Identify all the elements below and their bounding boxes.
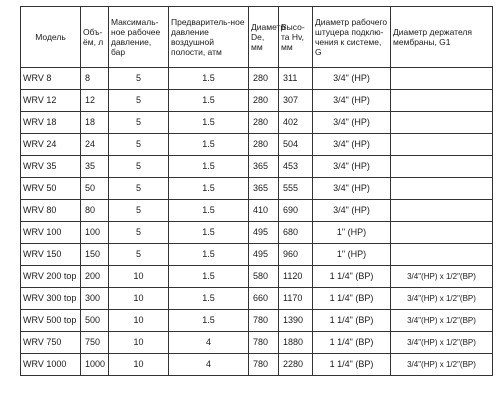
cell-connection: 3/4" (НР) bbox=[313, 156, 391, 178]
cell-connection: 3/4" (НР) bbox=[313, 134, 391, 156]
cell-diameter: 410 bbox=[249, 200, 279, 222]
cell-model: WRV 1000 bbox=[21, 354, 81, 376]
header-connection: Диаметр рабочего штуцера подклю-чения к системе, G bbox=[313, 7, 391, 68]
cell-model: WRV 300 top bbox=[21, 288, 81, 310]
cell-volume: 750 bbox=[81, 332, 109, 354]
cell-preload-pressure: 1.5 bbox=[169, 68, 249, 90]
cell-volume: 18 bbox=[81, 112, 109, 134]
cell-preload-pressure: 1.5 bbox=[169, 310, 249, 332]
cell-membrane-holder bbox=[391, 222, 493, 244]
cell-membrane-holder bbox=[391, 112, 493, 134]
cell-diameter: 280 bbox=[249, 134, 279, 156]
cell-max-pressure: 5 bbox=[109, 178, 169, 200]
table-row bbox=[21, 134, 493, 156]
cell-membrane-holder bbox=[391, 134, 493, 156]
cell-max-pressure: 10 bbox=[109, 310, 169, 332]
cell-volume: 35 bbox=[81, 156, 109, 178]
cell-max-pressure: 5 bbox=[109, 90, 169, 112]
cell-preload-pressure: 1.5 bbox=[169, 244, 249, 266]
cell-model: WRV 8 bbox=[21, 68, 81, 90]
cell-model: WRV 18 bbox=[21, 112, 81, 134]
header-preload-pressure: Предваритель-ное давление воздушной полости, атм bbox=[169, 7, 249, 68]
cell-height: 1880 bbox=[279, 332, 313, 354]
spec-table bbox=[20, 6, 493, 376]
cell-height: 555 bbox=[279, 178, 313, 200]
cell-volume: 50 bbox=[81, 178, 109, 200]
cell-height: 311 bbox=[279, 68, 313, 90]
table-row bbox=[21, 354, 493, 376]
cell-height: 680 bbox=[279, 222, 313, 244]
cell-connection: 3/4" (НР) bbox=[313, 200, 391, 222]
cell-preload-pressure: 1.5 bbox=[169, 134, 249, 156]
cell-volume: 80 bbox=[81, 200, 109, 222]
cell-model: WRV 50 bbox=[21, 178, 81, 200]
header-diameter: Диаметр De, мм bbox=[249, 7, 279, 68]
cell-connection: 3/4" (НР) bbox=[313, 68, 391, 90]
cell-max-pressure: 10 bbox=[109, 288, 169, 310]
cell-model: WRV 24 bbox=[21, 134, 81, 156]
cell-model: WRV 12 bbox=[21, 90, 81, 112]
cell-max-pressure: 5 bbox=[109, 222, 169, 244]
cell-max-pressure: 10 bbox=[109, 332, 169, 354]
cell-connection: 1 1/4" (ВР) bbox=[313, 288, 391, 310]
table-row bbox=[21, 68, 493, 90]
table-row bbox=[21, 156, 493, 178]
cell-connection: 1" (НР) bbox=[313, 222, 391, 244]
cell-volume: 300 bbox=[81, 288, 109, 310]
cell-membrane-holder: 3/4"(НР) x 1/2"(ВР) bbox=[391, 332, 493, 354]
cell-membrane-holder bbox=[391, 68, 493, 90]
header-max-pressure: Максималь-ное рабочее давление, бар bbox=[109, 7, 169, 68]
table-row bbox=[21, 90, 493, 112]
table-row bbox=[21, 200, 493, 222]
cell-model: WRV 500 top bbox=[21, 310, 81, 332]
cell-height: 504 bbox=[279, 134, 313, 156]
cell-height: 690 bbox=[279, 200, 313, 222]
cell-preload-pressure: 1.5 bbox=[169, 178, 249, 200]
cell-volume: 12 bbox=[81, 90, 109, 112]
table-row bbox=[21, 222, 493, 244]
cell-model: WRV 35 bbox=[21, 156, 81, 178]
cell-diameter: 365 bbox=[249, 156, 279, 178]
cell-height: 1390 bbox=[279, 310, 313, 332]
cell-connection: 1 1/4" (ВР) bbox=[313, 332, 391, 354]
table-row bbox=[21, 178, 493, 200]
cell-preload-pressure: 1.5 bbox=[169, 288, 249, 310]
header-row bbox=[21, 7, 493, 68]
cell-membrane-holder bbox=[391, 90, 493, 112]
cell-height: 402 bbox=[279, 112, 313, 134]
cell-max-pressure: 5 bbox=[109, 134, 169, 156]
table-row bbox=[21, 288, 493, 310]
cell-connection: 1 1/4" (ВР) bbox=[313, 310, 391, 332]
cell-membrane-holder bbox=[391, 178, 493, 200]
cell-max-pressure: 10 bbox=[109, 354, 169, 376]
table-row bbox=[21, 332, 493, 354]
cell-volume: 500 bbox=[81, 310, 109, 332]
cell-connection: 1 1/4" (ВР) bbox=[313, 266, 391, 288]
cell-membrane-holder bbox=[391, 244, 493, 266]
cell-model: WRV 80 bbox=[21, 200, 81, 222]
cell-diameter: 495 bbox=[249, 244, 279, 266]
cell-max-pressure: 5 bbox=[109, 156, 169, 178]
table-row bbox=[21, 266, 493, 288]
cell-max-pressure: 5 bbox=[109, 244, 169, 266]
cell-membrane-holder: 3/4"(НР) x 1/2"(ВР) bbox=[391, 354, 493, 376]
cell-connection: 3/4" (НР) bbox=[313, 90, 391, 112]
header-model: Модель bbox=[21, 7, 81, 68]
cell-volume: 8 bbox=[81, 68, 109, 90]
cell-diameter: 280 bbox=[249, 68, 279, 90]
header-height: Высо-та Hv, мм bbox=[279, 7, 313, 68]
cell-diameter: 280 bbox=[249, 90, 279, 112]
cell-preload-pressure: 1.5 bbox=[169, 90, 249, 112]
header-volume: Объ-ём, л bbox=[81, 7, 109, 68]
cell-diameter: 280 bbox=[249, 112, 279, 134]
cell-preload-pressure: 4 bbox=[169, 332, 249, 354]
cell-height: 2280 bbox=[279, 354, 313, 376]
cell-membrane-holder: 3/4"(НР) x 1/2"(ВР) bbox=[391, 288, 493, 310]
cell-connection: 1" (НР) bbox=[313, 244, 391, 266]
cell-max-pressure: 5 bbox=[109, 112, 169, 134]
table-row bbox=[21, 310, 493, 332]
cell-membrane-holder: 3/4"(НР) x 1/2"(ВР) bbox=[391, 266, 493, 288]
cell-volume: 100 bbox=[81, 222, 109, 244]
cell-height: 453 bbox=[279, 156, 313, 178]
cell-connection: 1 1/4" (ВР) bbox=[313, 354, 391, 376]
cell-volume: 150 bbox=[81, 244, 109, 266]
cell-diameter: 660 bbox=[249, 288, 279, 310]
cell-diameter: 780 bbox=[249, 332, 279, 354]
cell-volume: 24 bbox=[81, 134, 109, 156]
cell-model: WRV 150 bbox=[21, 244, 81, 266]
cell-model: WRV 750 bbox=[21, 332, 81, 354]
header-membrane-holder: Диаметр держателя мембраны, G1 bbox=[391, 7, 493, 68]
cell-membrane-holder bbox=[391, 200, 493, 222]
cell-preload-pressure: 1.5 bbox=[169, 200, 249, 222]
cell-membrane-holder: 3/4"(НР) x 1/2"(ВР) bbox=[391, 310, 493, 332]
table-row bbox=[21, 112, 493, 134]
cell-height: 960 bbox=[279, 244, 313, 266]
cell-preload-pressure: 1.5 bbox=[169, 266, 249, 288]
table-row bbox=[21, 244, 493, 266]
cell-connection: 3/4" (НР) bbox=[313, 178, 391, 200]
cell-max-pressure: 5 bbox=[109, 200, 169, 222]
cell-volume: 200 bbox=[81, 266, 109, 288]
table-body bbox=[21, 68, 493, 376]
cell-diameter: 780 bbox=[249, 310, 279, 332]
cell-max-pressure: 5 bbox=[109, 68, 169, 90]
cell-preload-pressure: 4 bbox=[169, 354, 249, 376]
cell-preload-pressure: 1.5 bbox=[169, 156, 249, 178]
cell-connection: 3/4" (НР) bbox=[313, 112, 391, 134]
cell-diameter: 580 bbox=[249, 266, 279, 288]
cell-diameter: 780 bbox=[249, 354, 279, 376]
cell-max-pressure: 10 bbox=[109, 266, 169, 288]
cell-diameter: 495 bbox=[249, 222, 279, 244]
cell-model: WRV 200 top bbox=[21, 266, 81, 288]
cell-preload-pressure: 1.5 bbox=[169, 112, 249, 134]
cell-volume: 1000 bbox=[81, 354, 109, 376]
cell-height: 307 bbox=[279, 90, 313, 112]
cell-height: 1170 bbox=[279, 288, 313, 310]
cell-height: 1120 bbox=[279, 266, 313, 288]
cell-preload-pressure: 1.5 bbox=[169, 222, 249, 244]
cell-membrane-holder bbox=[391, 156, 493, 178]
cell-model: WRV 100 bbox=[21, 222, 81, 244]
cell-diameter: 365 bbox=[249, 178, 279, 200]
